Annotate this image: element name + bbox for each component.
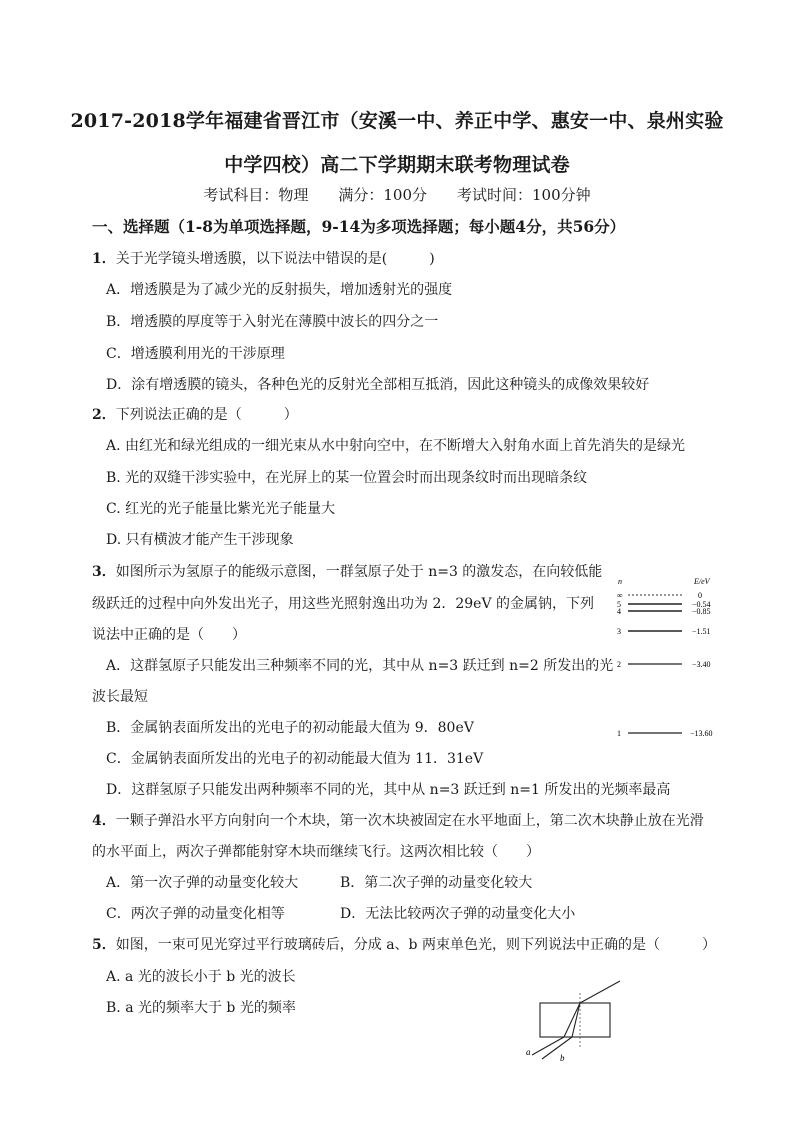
question-number: 4．: [92, 813, 116, 829]
q4-option-c: C．两次子弹的动量变化相等: [106, 906, 285, 922]
level-n: 1: [617, 729, 621, 738]
exam-meta: 考试科目：物理 满分：100分 考试时间：100分钟: [203, 186, 591, 204]
refracted-ray-a: [564, 1003, 580, 1037]
q2-option-c: C. 红光的光子能量比紫光光子能量大: [106, 501, 336, 517]
level-n: ∞: [617, 591, 623, 600]
question-stem: 一颗子弹沿水平方向射向一个木块，第一次木块被固定在水平地面上，第二次木块静止放在光滑: [115, 813, 704, 829]
level-energy: −0.85: [692, 607, 711, 616]
level-energy: −1.51: [692, 627, 711, 636]
incident-ray: [580, 981, 620, 1003]
diagram-n-label: n: [618, 577, 622, 586]
level-3: [617, 627, 711, 636]
q1-option-d: D．涂有增透膜的镜头，各种色光的反射光全部相互抵消，因此这种镜头的成像效果较好: [106, 377, 650, 393]
level-2: [617, 660, 711, 669]
level-n: 4: [617, 607, 621, 616]
level-n: 3: [617, 627, 621, 636]
q1-option-a: A．增透膜是为了减少光的反射损失，增加透射光的强度: [106, 282, 453, 298]
level-4: [617, 607, 711, 616]
question-number: 5．: [92, 937, 116, 953]
q2-option-d: D. 只有横波才能产生干涉现象: [106, 532, 294, 548]
exam-title-line2: 中学四校）高二下学期期末联考物理试卷: [224, 154, 570, 176]
q3-option-a-cont: 波长最短: [92, 689, 148, 705]
q4-option-b: B．第二次子弹的动量变化较大: [340, 875, 533, 891]
level-energy: −3.40: [692, 660, 711, 669]
hydrogen-energy-level-diagram: [608, 574, 728, 744]
ray-label-a: a: [526, 1047, 531, 1057]
q3-stem-line3: 说法中正确的是（ ）: [92, 627, 246, 643]
question-5: [92, 934, 716, 954]
refracted-ray-b: [572, 1003, 580, 1037]
q1-option-c: C．增透膜利用光的干涉原理: [106, 346, 285, 362]
level-inf: [617, 591, 702, 600]
diagram-energy-label: E/eV: [694, 577, 710, 586]
question-number: 3．: [92, 564, 116, 580]
q1-option-b: B．增透膜的厚度等于入射光在薄膜中波长的四分之一: [106, 314, 439, 330]
question-stem: 下列说法正确的是（ ）: [115, 407, 298, 423]
question-1: [92, 248, 435, 268]
q3-option-b: B．金属钠表面所发出的光电子的初动能最大值为 9．80eV: [106, 720, 474, 736]
q3-option-c: C．金属钠表面所发出的光电子的初动能最大值为 11．31eV: [106, 751, 484, 767]
ray-label-b: b: [560, 1053, 565, 1063]
question-number: 1．: [92, 251, 116, 267]
q2-option-b: B. 光的双缝干涉实验中，在光屏上的某一位置会时而出现条纹时而出现暗条纹: [106, 470, 588, 486]
emergent-ray-b: [542, 1037, 572, 1059]
q4-option-d: D．无法比较两次子弹的动量变化大小: [340, 906, 576, 922]
level-n: 5: [617, 600, 621, 609]
q5-option-b: B. a 光的频率大于 b 光的频率: [106, 1000, 296, 1016]
question-3: [92, 561, 602, 581]
exam-title-line1: 2017-2018学年福建省晋江市（安溪一中、养正中学、惠安一中、泉州实验: [70, 110, 724, 132]
section-heading-choice: 一、选择题（1-8为单项选择题，9-14为多项选择题；每小题4分，共56分）: [92, 217, 626, 236]
question-4: [92, 810, 704, 830]
q3-option-d: D．这群氢原子只能发出两种频率不同的光，其中从 n=3 跃迁到 n=1 所发出的光频率最高: [106, 782, 671, 798]
q3-stem-line2: 级跃迁的过程中向外发出光子，用这些光照射逸出功为 2．29eV 的金属钠，下列: [92, 596, 595, 612]
glass-slab-diagram: [520, 975, 630, 1067]
q4-option-a: A．第一次子弹的动量变化较大: [106, 875, 299, 891]
q5-option-a: A. a 光的波长小于 b 光的波长: [106, 969, 296, 985]
question-stem: 如图，一束可见光穿过平行玻璃砖后，分成 a、b 两束单色光，则下列说法中正确的是（ ）: [115, 937, 716, 953]
q3-option-a: A．这群氢原子只能发出三种频率不同的光，其中从 n=3 跃迁到 n=2 所发出的光: [106, 658, 614, 674]
level-energy: −13.60: [690, 729, 713, 738]
question-number: 2．: [92, 407, 116, 423]
level-1: [617, 729, 713, 738]
q2-option-a: A. 由红光和绿光组成的一细光束从水中射向空中，在不断增大入射角水面上首先消失的是绿光: [106, 438, 686, 454]
question-2: [92, 404, 298, 424]
level-energy: 0: [698, 591, 702, 600]
glass-slab: [540, 1003, 610, 1037]
level-n: 2: [617, 660, 621, 669]
q4-stem-line2: 的水平面上，两次子弹都能射穿木块而继续飞行。这两次相比较（ ）: [92, 844, 540, 860]
question-stem: 关于光学镜头增透膜，以下说法中错误的是( ): [115, 251, 435, 267]
question-stem: 如图所示为氢原子的能级示意图，一群氢原子处于 n=3 的激发态，在向较低能: [115, 564, 603, 580]
level-energy: −0.54: [692, 600, 711, 609]
